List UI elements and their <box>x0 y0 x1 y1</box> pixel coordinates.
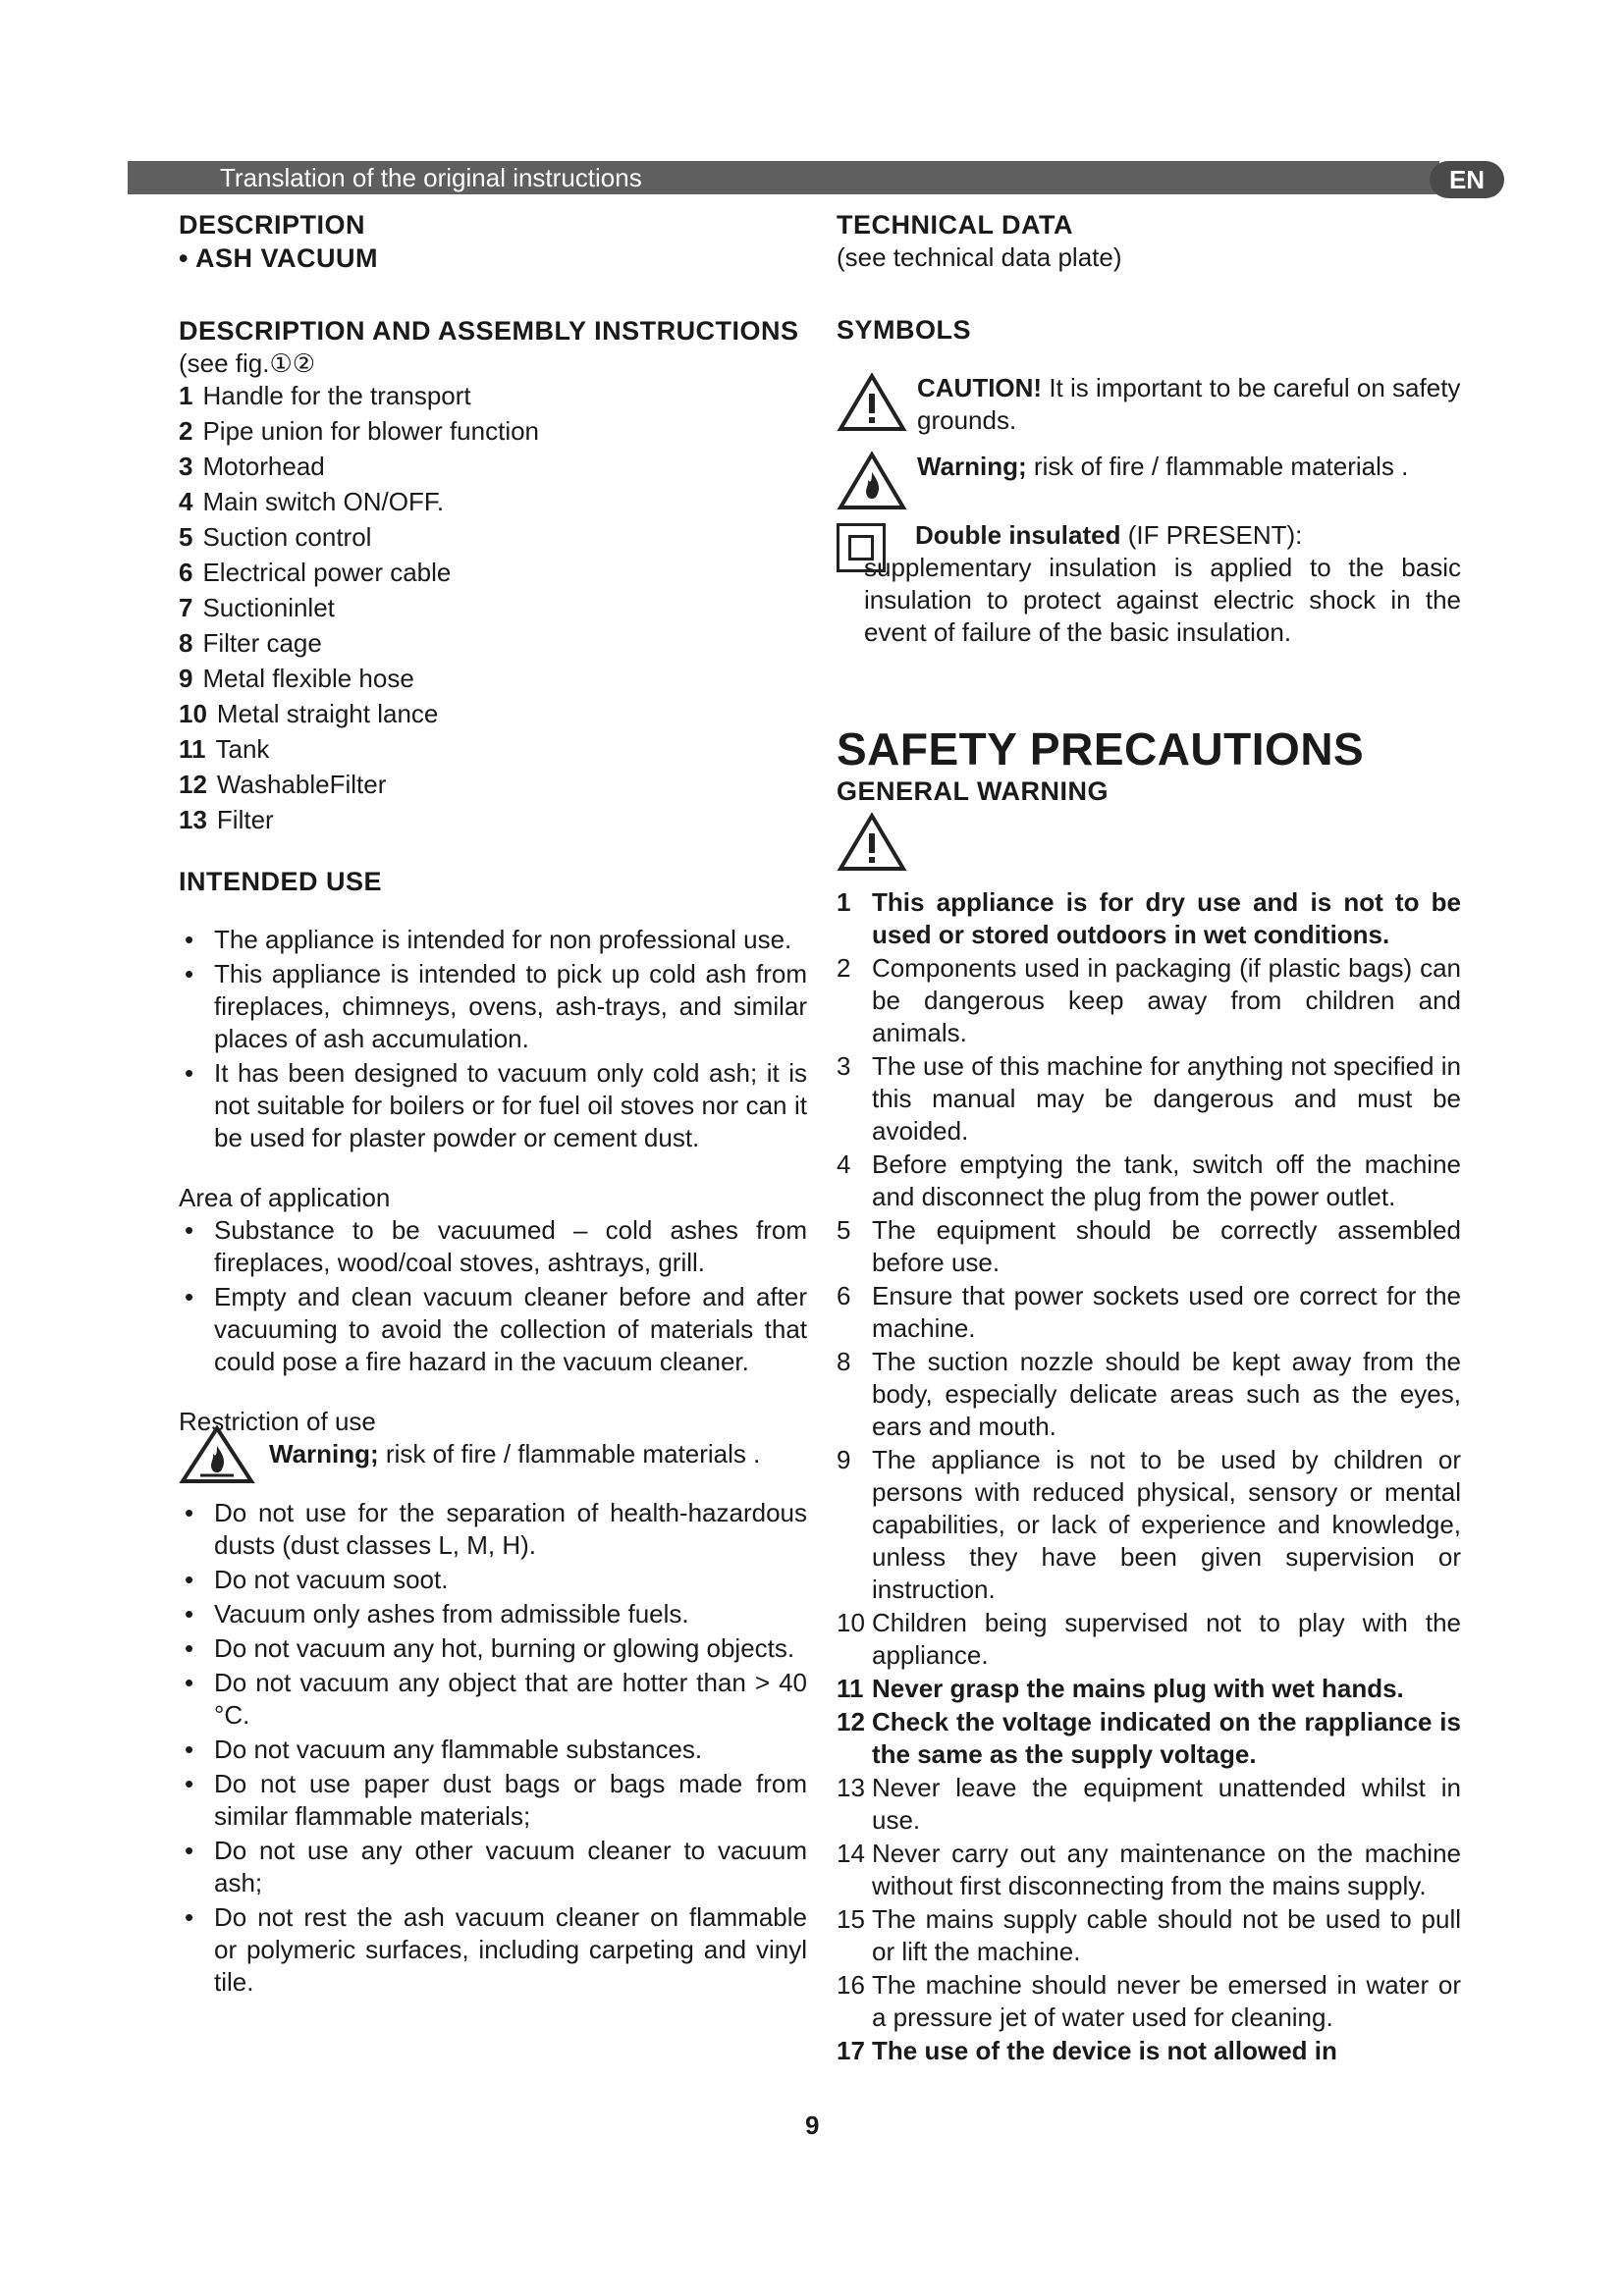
safety-item <box>837 1280 1461 1345</box>
bullet-item: • The appliance is intended for non professional use. <box>179 924 807 956</box>
item-text: Filter <box>216 805 274 834</box>
safety-item-number: 11 <box>837 1674 864 1703</box>
bullet-item: • Do not use for the separation of health-hazardous dusts (dust classes L, M, H). <box>179 1497 807 1562</box>
safety-item-number: 16 <box>837 1970 865 2000</box>
page-number: 9 <box>805 2110 820 2140</box>
general-warning-icon <box>837 812 907 873</box>
technical-data-text: (see technical data plate) <box>837 242 1122 272</box>
assembly-title: DESCRIPTION AND ASSEMBLY INSTRUCTIONS <box>179 316 799 346</box>
description-subtitle: • ASH VACUUM <box>179 243 378 273</box>
bullet-item: • Vacuum only ashes from admissible fuels. <box>179 1598 807 1630</box>
safety-item-number: 17 <box>837 2036 865 2065</box>
list-item <box>179 486 807 518</box>
safety-item-text: Ensure that power sockets used ore correct for the machine. <box>872 1281 1461 1343</box>
safety-item-number: 4 <box>837 1149 851 1179</box>
list-item <box>179 521 807 554</box>
warning-text: risk of fire / flammable materials . <box>378 1439 761 1468</box>
bullet-item: • Do not use paper dust bags or bags made from similar flammable materials; <box>179 1768 807 1833</box>
safety-item-number: 1 <box>837 887 851 917</box>
safety-item-text: Check the voltage indicated on the rappliance is the same as the supply voltage. <box>872 1707 1461 1769</box>
list-item <box>179 627 807 660</box>
item-text: Tank <box>215 734 270 764</box>
left-column <box>179 208 807 2001</box>
item-text: Filter cage <box>202 628 322 658</box>
safety-item-text: The appliance is not to be used by children or persons with reduced physical, sensory or mental capabilities, or lack of experience and knowledge, unless they have been given supervision or instruction. <box>872 1445 1461 1604</box>
safety-item <box>837 1346 1461 1443</box>
item-number: 9 <box>179 664 193 693</box>
bullet-item: • Empty and clean vacuum cleaner before and after vacuuming to avoid the collection of materials that could pose a fire hazard in the vacuum cleaner. <box>179 1281 807 1378</box>
list-item <box>179 380 807 412</box>
safety-item-text: Before emptying the tank, switch off the machine and disconnect the plug from the power outlet. <box>872 1149 1461 1211</box>
safety-item <box>837 952 1461 1049</box>
safety-item <box>837 1772 1461 1837</box>
safety-item <box>837 1607 1461 1672</box>
safety-item <box>837 1673 1461 1705</box>
item-text: Electrical power cable <box>202 558 452 587</box>
caution-text: It is important to be careful on safety grounds. <box>917 373 1461 435</box>
symbols-title: SYMBOLS <box>837 315 972 345</box>
safety-item <box>837 1838 1461 1902</box>
safety-item-number: 10 <box>837 1608 865 1637</box>
safety-item-text: This appliance is for dry use and is not to be used or stored outdoors in wet conditions. <box>872 887 1461 949</box>
item-text: Metal flexible hose <box>202 664 414 693</box>
double-insulated-present: (IF PRESENT): <box>1120 520 1303 550</box>
safety-item <box>837 1148 1461 1213</box>
bullet-item: • Do not rest the ash vacuum cleaner on flammable or polymeric surfaces, including carpeting and vinyl tile. <box>179 1901 807 1999</box>
caution-symbol-row <box>837 372 1461 437</box>
item-number: 2 <box>179 416 193 446</box>
safety-item <box>837 1706 1461 1771</box>
list-item <box>179 415 807 448</box>
safety-item <box>837 1903 1461 1968</box>
item-text: Metal straight lance <box>216 699 439 728</box>
item-text: Pipe union for blower function <box>202 416 540 446</box>
safety-item-text: The mains supply cable should not be used to pull or lift the machine. <box>872 1904 1461 1966</box>
list-item <box>179 557 807 589</box>
safety-item-text: Components used in packaging (if plastic bags) can be dangerous keep away from children and animals. <box>872 953 1461 1047</box>
item-number: 4 <box>179 487 193 516</box>
header-text: Translation of the original instructions <box>220 163 642 192</box>
list-item <box>179 663 807 695</box>
bullet-item: • It has been designed to vacuum only cold ash; it is not suitable for boilers or for fuel oil stoves nor can it be used for plaster powder or cement dust. <box>179 1057 807 1154</box>
fire-symbol-row <box>837 451 1461 506</box>
safety-item-number: 9 <box>837 1445 851 1474</box>
double-insulated-icon <box>837 523 886 572</box>
fire-warning-icon <box>837 451 907 511</box>
bullet-item: • Do not vacuum any flammable substances. <box>179 1734 807 1766</box>
restriction-title: Restriction of use <box>179 1407 376 1436</box>
list-item <box>179 804 807 836</box>
see-figure: (see fig.①② <box>179 348 316 378</box>
area-list <box>179 1214 807 1378</box>
safety-item-text: The use of this machine for anything not specified in this manual may be dangerous and must be avoided. <box>872 1051 1461 1146</box>
safety-item <box>837 1969 1461 2034</box>
restriction-warning <box>179 1438 807 1497</box>
safety-item-number: 12 <box>837 1707 865 1736</box>
double-insulated-text: supplementary insulation is applied to the basic insulation to protect against electric shock in the event of failure of the basic insulation. <box>864 553 1461 647</box>
list-item <box>179 769 807 801</box>
safety-item-text: Children being supervised not to play with the appliance. <box>872 1608 1461 1670</box>
bullet-item: • Substance to be vacuumed – cold ashes from fireplaces, wood/coal stoves, ashtrays, grill. <box>179 1214 807 1279</box>
safety-item-number: 15 <box>837 1904 865 1934</box>
item-number: 6 <box>179 558 193 587</box>
restriction-list <box>179 1497 807 1999</box>
safety-item-text: Never carry out any maintenance on the machine without first disconnecting from the mains supply. <box>872 1839 1461 1900</box>
item-number: 5 <box>179 522 193 552</box>
safety-item <box>837 1444 1461 1606</box>
safety-item-number: 8 <box>837 1347 851 1376</box>
bullet-item: • This appliance is intended to pick up cold ash from fireplaces, chimneys, ovens, ash-trays, and similar places of ash accumulation. <box>179 958 807 1055</box>
item-number: 7 <box>179 593 193 622</box>
area-title: Area of application <box>179 1183 391 1212</box>
description-title: DESCRIPTION <box>179 210 366 240</box>
warning-label: Warning; <box>917 452 1027 481</box>
safety-item <box>837 2035 1461 2067</box>
safety-item-number: 6 <box>837 1281 851 1310</box>
safety-item <box>837 1050 1461 1148</box>
bullet-item: • Do not use any other vacuum cleaner to vacuum ash; <box>179 1835 807 1899</box>
safety-item-number: 5 <box>837 1215 851 1245</box>
technical-data-title: TECHNICAL DATA <box>837 210 1073 240</box>
caution-label: CAUTION! <box>917 373 1043 402</box>
item-number: 3 <box>179 452 193 481</box>
safety-item-number: 3 <box>837 1051 851 1081</box>
safety-item-text: Never leave the equipment unattended whilst in use. <box>872 1773 1461 1835</box>
caution-icon <box>837 372 907 433</box>
bullet-item: • Do not vacuum any object that are hotter than > 40 °C. <box>179 1667 807 1732</box>
general-warning-title: GENERAL WARNING <box>837 776 1110 806</box>
item-number: 13 <box>179 805 207 834</box>
safety-item-text: Never grasp the mains plug with wet hands. <box>872 1674 1404 1703</box>
fire-warning-icon <box>179 1424 255 1485</box>
header-bar <box>128 161 1439 194</box>
item-number: 1 <box>179 381 193 410</box>
item-text: Main switch ON/OFF. <box>202 487 445 516</box>
item-text: Handle for the transport <box>202 381 471 410</box>
item-text: Motorhead <box>202 452 325 481</box>
intended-use-list <box>179 924 807 1154</box>
assembly-list <box>179 380 807 836</box>
list-item <box>179 592 807 624</box>
safety-item-number: 2 <box>837 953 851 983</box>
intended-use-title: INTENDED USE <box>179 867 383 896</box>
safety-list <box>837 886 1461 2067</box>
right-column <box>837 208 1461 2068</box>
double-insulated-label: Double insulated <box>915 520 1121 550</box>
item-number: 12 <box>179 770 207 799</box>
safety-item-text: The equipment should be correctly assembled before use. <box>872 1215 1461 1277</box>
list-item <box>179 698 807 730</box>
list-item <box>179 733 807 766</box>
item-number: 11 <box>179 734 206 764</box>
safety-item <box>837 886 1461 951</box>
safety-item-text: The use of the device is not allowed in <box>872 2036 1337 2065</box>
list-item <box>179 451 807 483</box>
safety-item-number: 14 <box>837 1839 865 1868</box>
safety-title: SAFETY PRECAUTIONS <box>837 723 1365 774</box>
safety-item-text: The suction nozzle should be kept away from the body, especially delicate areas such as the eyes, ears and mouth. <box>872 1347 1461 1441</box>
item-text: WashableFilter <box>216 770 387 799</box>
item-text: Suction control <box>202 522 372 552</box>
item-text: Suctioninlet <box>202 593 335 622</box>
bullet-item: • Do not vacuum soot. <box>179 1564 807 1596</box>
warning-label: Warning; <box>269 1439 379 1468</box>
language-badge: EN <box>1430 161 1504 198</box>
bullet-item: • Do not vacuum any hot, burning or glowing objects. <box>179 1632 807 1665</box>
warning-text: risk of fire / flammable materials . <box>1026 452 1409 481</box>
item-number: 10 <box>179 699 207 728</box>
item-number: 8 <box>179 628 193 658</box>
safety-item-number: 13 <box>837 1773 865 1802</box>
safety-item-text: The machine should never be emersed in water or a pressure jet of water used for cleaning. <box>872 1970 1461 2032</box>
double-insulated-row <box>837 519 1461 649</box>
safety-item <box>837 1214 1461 1279</box>
